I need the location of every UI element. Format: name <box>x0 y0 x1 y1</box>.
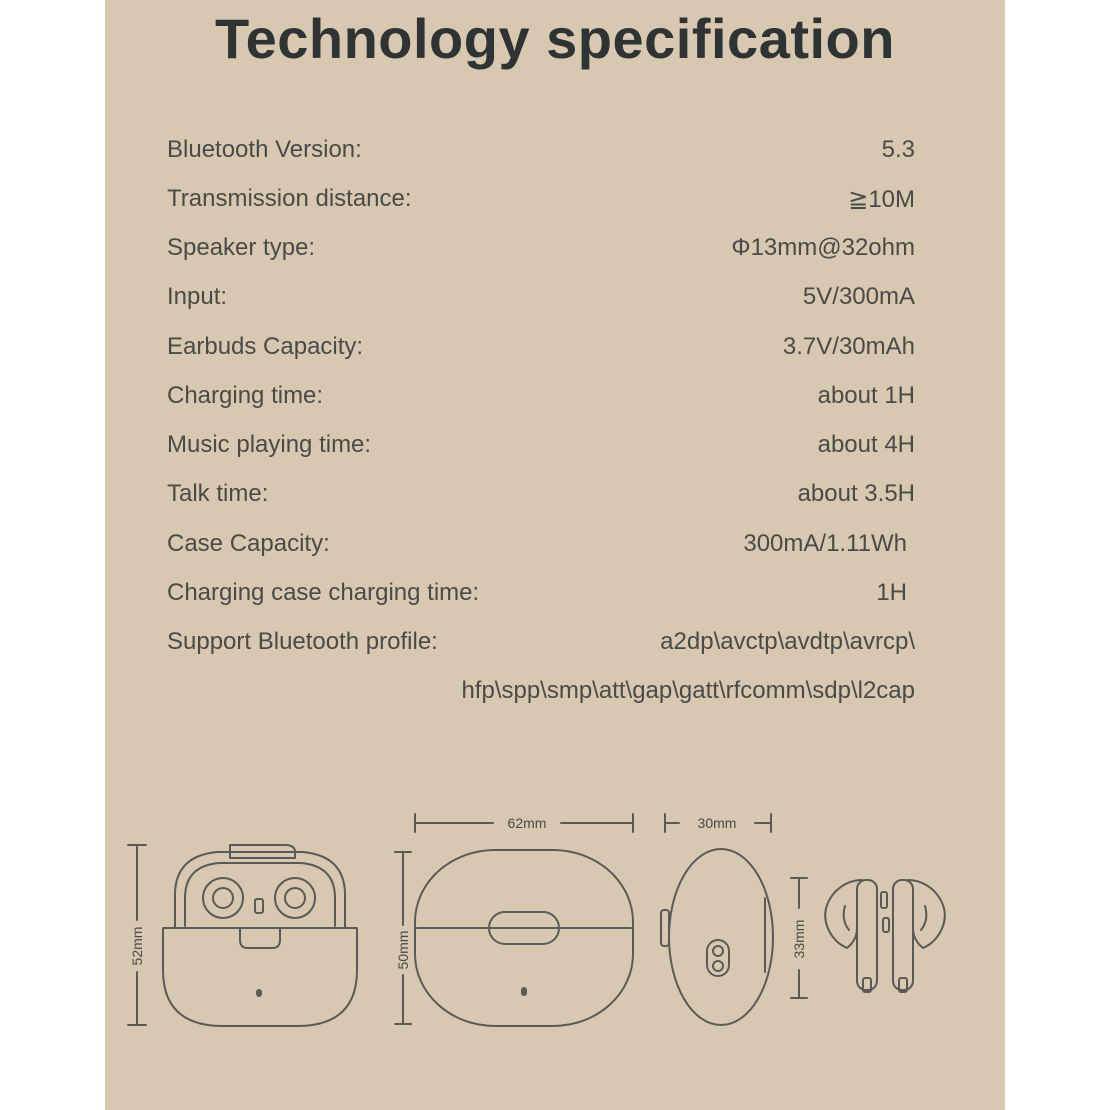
spec-label: Charging time: <box>167 382 324 409</box>
dimension-label: 52mm <box>129 926 145 966</box>
spec-label: Charging case charging time: <box>167 579 480 606</box>
spec-value: about 3.5H <box>797 480 915 507</box>
spec-row-music-playing-time <box>167 431 915 471</box>
spec-value: 300mA/1.11Wh <box>743 530 907 557</box>
spec-value: about 1H <box>817 382 915 409</box>
dimension-33mm <box>791 878 807 998</box>
spec-profile-continuation: hfp\spp\smp\att\gap\gatt\rfcomm\sdp\l2cap <box>461 677 915 704</box>
page-title: Technology specification <box>215 7 895 70</box>
spec-row-charging-time <box>167 382 915 422</box>
dimension-50mm <box>395 852 411 1024</box>
spec-value: 5V/300mA <box>802 283 915 310</box>
spec-row-case-capacity <box>167 530 915 570</box>
spec-label: Support Bluetooth profile: <box>167 628 438 655</box>
spec-value: Φ13mm@32ohm <box>731 234 915 261</box>
spec-label: Music playing time: <box>167 431 372 458</box>
dimension-62mm <box>415 814 633 832</box>
case-side-illustration <box>661 849 773 1025</box>
case-open-illustration <box>163 845 357 1026</box>
spec-value: 3.7V/30mAh <box>782 333 915 360</box>
spec-row-talk-time <box>167 480 915 520</box>
case-closed-illustration <box>415 850 633 1026</box>
spec-value: a2dp\avctp\avdtp\avrcp\ <box>660 628 915 655</box>
spec-label: Earbuds Capacity: <box>167 333 364 360</box>
spec-row-input <box>167 283 915 323</box>
spec-value: 1H <box>876 579 907 606</box>
dimension-label: 50mm <box>395 930 411 970</box>
spec-label: Case Capacity: <box>167 530 330 557</box>
spec-label: Bluetooth Version: <box>167 136 362 163</box>
spec-row-earbuds-capacity <box>167 333 915 373</box>
spec-value: ≧10M <box>848 186 915 213</box>
dimension-30mm <box>665 814 771 832</box>
earbuds-illustration <box>825 880 945 992</box>
spec-label: Speaker type: <box>167 234 316 261</box>
dimension-label: 33mm <box>791 919 807 959</box>
spec-label: Talk time: <box>167 480 269 507</box>
spec-panel <box>105 0 1005 1110</box>
spec-row-bluetooth-profile <box>167 628 915 668</box>
spec-row-speaker-type <box>167 234 915 274</box>
spec-value: about 4H <box>817 431 915 458</box>
spec-label: Input: <box>167 283 228 310</box>
dimension-drawing <box>105 800 1005 1050</box>
spec-row-case-charging-time <box>167 579 915 619</box>
spec-value: 5.3 <box>881 136 915 163</box>
spec-label: Transmission distance: <box>167 185 412 212</box>
spec-row-transmission-distance <box>167 185 915 225</box>
dimension-label: 62mm <box>507 815 547 831</box>
dimension-label: 30mm <box>697 815 737 831</box>
dimension-52mm <box>128 845 146 1025</box>
spec-row-bluetooth-version <box>167 136 915 176</box>
